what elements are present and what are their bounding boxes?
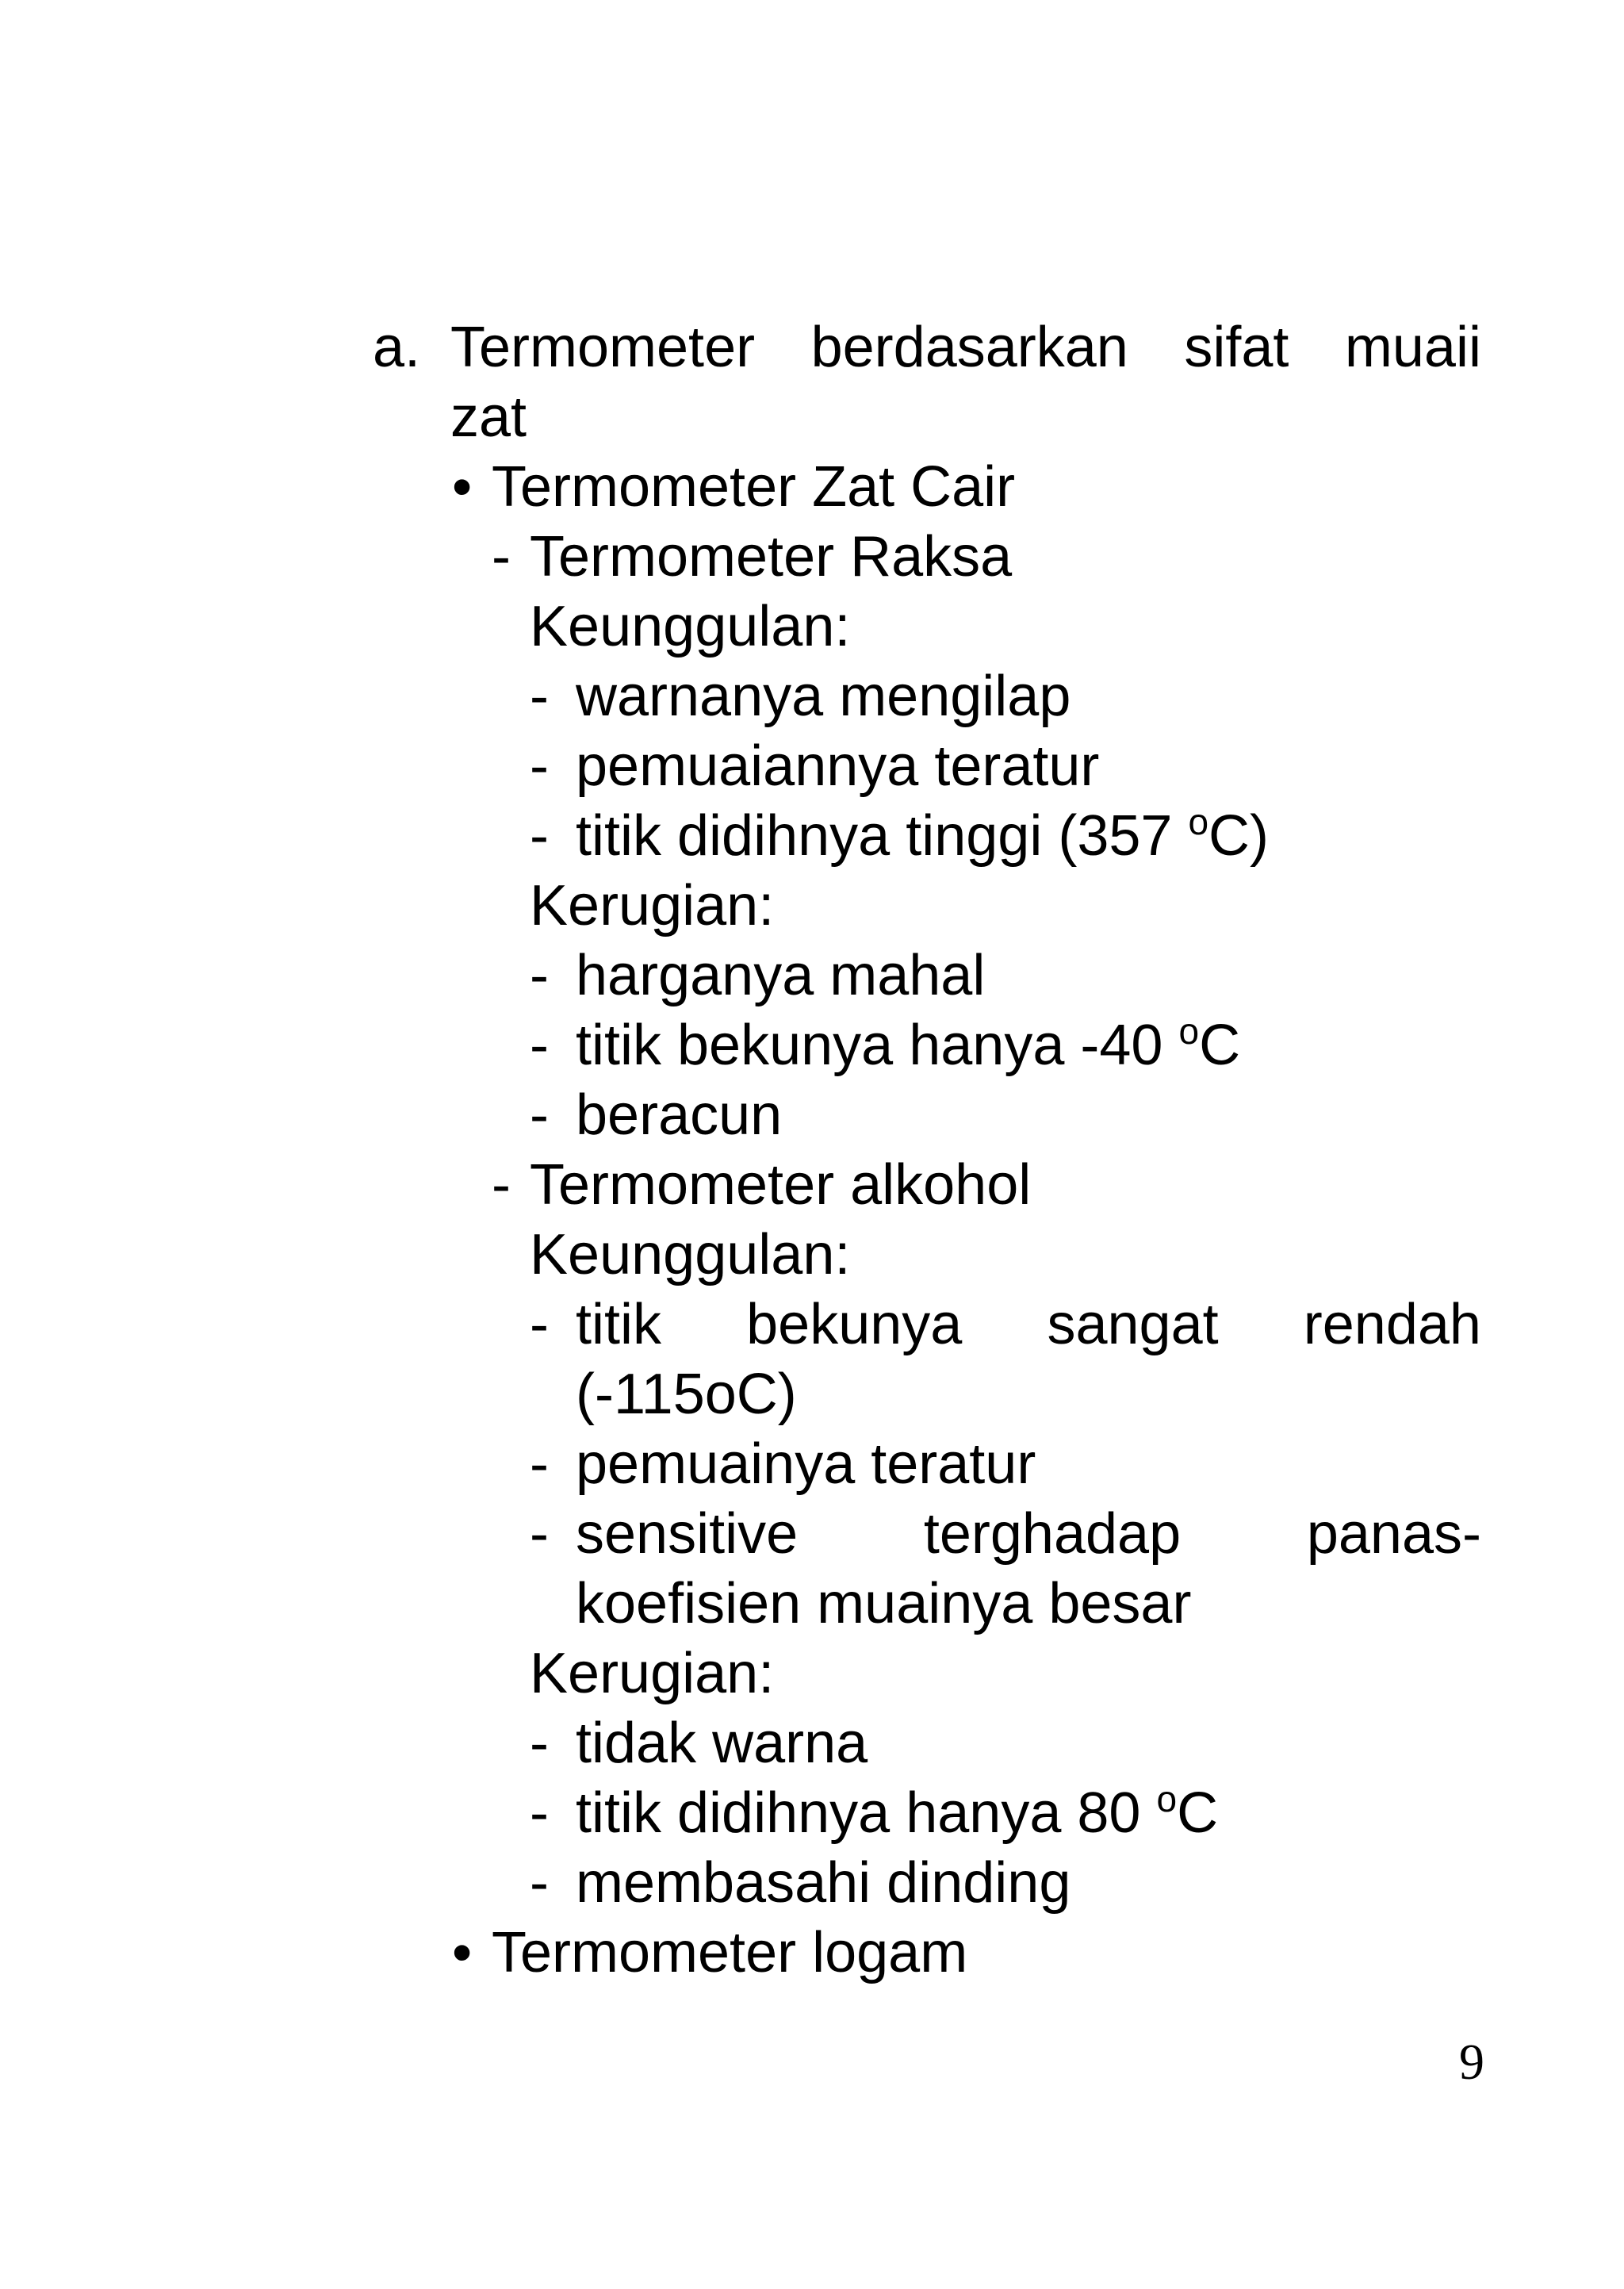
item-text: pemuainya teratur <box>576 1432 1036 1496</box>
dash-marker: - <box>530 804 549 868</box>
item-text <box>576 1499 1481 1569</box>
item-word: sensitive <box>576 1502 799 1566</box>
label-text: Keunggulan: <box>530 595 851 658</box>
heading-word: muaii <box>1344 316 1481 379</box>
dash-marker: - <box>530 1293 549 1356</box>
item-text-pre: titik didihnya hanya 80 <box>576 1781 1157 1845</box>
dash-marker: - <box>530 1851 549 1915</box>
item-text: beracun <box>576 1083 783 1147</box>
dash-marker: - <box>530 1712 549 1775</box>
item-text-cont: (-115oC) <box>576 1363 797 1426</box>
item-text: warnanya mengilap <box>576 665 1071 728</box>
item-word: panas- <box>1306 1502 1481 1566</box>
heading-word: sifat <box>1184 316 1289 379</box>
heading-cont: zat <box>450 385 527 449</box>
page-number: 9 <box>1459 2034 1484 2090</box>
dash-marker: - <box>530 734 549 798</box>
dash-marker: - <box>530 1432 549 1496</box>
bullet-icon: • <box>452 455 473 519</box>
label-text: Keunggulan: <box>530 1223 851 1286</box>
item-word: titik <box>576 1293 661 1356</box>
bullet-icon: • <box>452 1921 473 1984</box>
dash-marker: - <box>530 665 549 728</box>
label-text: Kerugian: <box>530 1642 775 1705</box>
degree-superscript: o <box>1188 801 1209 842</box>
item-text-pre: titik didihnya tinggi (357 <box>576 804 1189 868</box>
dash-marker: - <box>530 1014 549 1077</box>
item-text: harganya mahal <box>576 944 986 1007</box>
dash-marker: - <box>492 525 511 589</box>
heading-line-cont <box>450 382 527 452</box>
item-text: pemuaiannya teratur <box>576 734 1100 798</box>
item-text: tidak warna <box>576 1712 868 1775</box>
item-text-post: C) <box>1208 804 1270 868</box>
item-text <box>576 801 1269 877</box>
label-text: Kerugian: <box>530 874 775 937</box>
item-text <box>576 1290 1481 1359</box>
dash-marker: - <box>530 1083 549 1147</box>
item-word: bekunya <box>746 1293 963 1356</box>
alkohol-pro-1-cont <box>576 1359 797 1429</box>
raksa-kerugian-label <box>530 871 774 941</box>
item-text-cont: koefisien muainya besar <box>576 1572 1192 1635</box>
list-marker-a: a. <box>373 316 421 379</box>
item-text-post: C <box>1199 1014 1241 1077</box>
alkohol-pro-3 <box>530 1499 1481 1569</box>
item-word: sangat <box>1047 1293 1219 1356</box>
alkohol-pro-1 <box>530 1290 1481 1359</box>
alkohol-kerugian-label <box>530 1639 774 1708</box>
heading-text <box>450 312 1481 382</box>
dash-marker: - <box>530 1502 549 1566</box>
item-word: terghadap <box>923 1502 1182 1566</box>
item-text-pre: titik bekunya hanya -40 <box>576 1014 1179 1077</box>
sub-title: Termometer alkohol <box>530 1153 1032 1217</box>
degree-superscript: o <box>1178 1010 1200 1052</box>
item-text <box>576 1778 1218 1854</box>
dash-marker: - <box>492 1153 511 1217</box>
item-text-post: C <box>1177 1781 1219 1845</box>
raksa-keunggulan-label <box>530 592 850 661</box>
item-word: rendah <box>1303 1293 1481 1356</box>
alkohol-pro-3-cont <box>576 1569 1191 1639</box>
dash-marker: - <box>530 1781 549 1845</box>
dash-marker: - <box>530 944 549 1007</box>
heading-line <box>373 312 1481 382</box>
item-text: membasahi dinding <box>576 1851 1071 1915</box>
sub-title: Termometer Raksa <box>530 525 1013 589</box>
degree-superscript: o <box>1156 1778 1178 1819</box>
heading-word: Termometer <box>450 316 756 379</box>
bullet-title: Termometer logam <box>492 1921 968 1984</box>
heading-word: berdasarkan <box>810 316 1128 379</box>
alkohol-keunggulan-label <box>530 1220 850 1290</box>
item-text <box>576 1010 1240 1087</box>
bullet-title: Termometer Zat Cair <box>492 455 1016 519</box>
